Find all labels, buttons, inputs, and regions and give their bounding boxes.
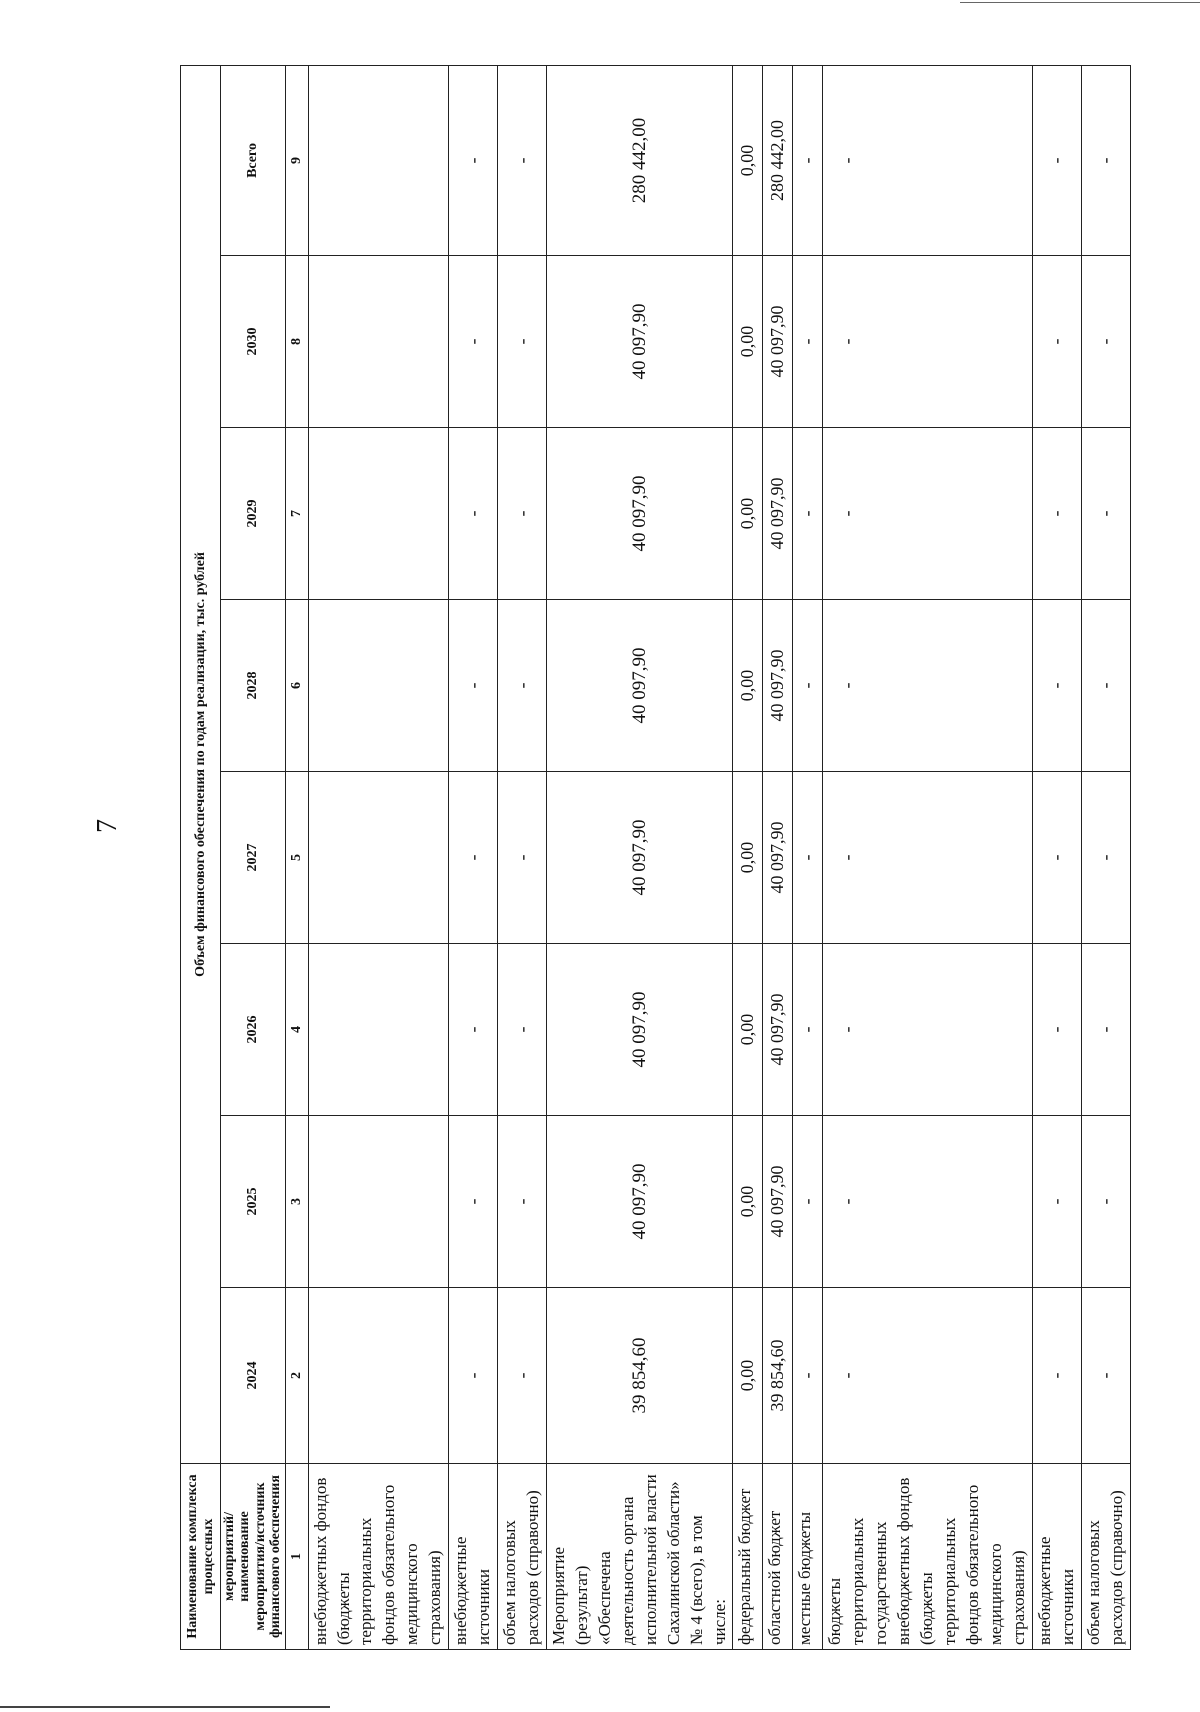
table-row <box>733 65 763 1649</box>
financing-table <box>180 65 1131 1650</box>
table-row <box>823 65 1032 1649</box>
value-cell <box>308 256 449 428</box>
table-row <box>449 65 498 1649</box>
value-cell: - <box>793 428 823 600</box>
row-label: объем налоговых расходов (справочно) <box>498 1464 547 1650</box>
value-cell: - <box>823 256 1032 428</box>
value-cell: 0,00 <box>733 1116 763 1288</box>
value-cell: 40 097,90 <box>763 944 793 1116</box>
table-row <box>763 65 793 1649</box>
value-cell: 0,00 <box>733 1288 763 1464</box>
value-cell: - <box>449 428 498 600</box>
value-cell: - <box>498 65 547 255</box>
column-number: 2 <box>285 1288 308 1464</box>
value-cell: - <box>1032 772 1081 944</box>
value-cell: 39 854,60 <box>763 1288 793 1464</box>
value-cell: - <box>498 772 547 944</box>
value-cell: 280 442,00 <box>546 65 733 255</box>
row-label: внебюджетных фондов (бюджеты территориальных фондов обязательного медицинского страхования) <box>308 1464 449 1650</box>
value-cell: 39 854,60 <box>546 1288 733 1464</box>
value-cell <box>308 600 449 772</box>
row-label: Мероприятие (результат) «Обеспечена деятельность органа исполнительной власти Сахалинской области» № 4 (всего), в том числе: <box>546 1464 733 1650</box>
header-year: 2027 <box>221 772 286 944</box>
row-label: объем налоговых расходов (справочно) <box>1081 1464 1130 1650</box>
value-cell: - <box>449 772 498 944</box>
value-cell: - <box>793 600 823 772</box>
table-row <box>308 65 449 1649</box>
value-cell: 40 097,90 <box>546 256 733 428</box>
value-cell: - <box>449 65 498 255</box>
value-cell: 40 097,90 <box>546 944 733 1116</box>
value-cell: 280 442,00 <box>763 65 793 255</box>
value-cell: - <box>823 428 1032 600</box>
value-cell: - <box>823 600 1032 772</box>
value-cell: 0,00 <box>733 256 763 428</box>
value-cell <box>308 1116 449 1288</box>
value-cell: - <box>1081 428 1130 600</box>
value-cell: 0,00 <box>733 772 763 944</box>
value-cell: - <box>793 256 823 428</box>
value-cell <box>308 65 449 255</box>
value-cell: 0,00 <box>733 600 763 772</box>
value-cell: - <box>1081 944 1130 1116</box>
value-cell: - <box>1032 600 1081 772</box>
value-cell: - <box>498 1288 547 1464</box>
column-number: 6 <box>285 600 308 772</box>
value-cell: - <box>1032 1288 1081 1464</box>
table-row <box>1081 65 1130 1649</box>
value-cell: - <box>1032 944 1081 1116</box>
value-cell <box>308 772 449 944</box>
rotated-table-container <box>180 66 1126 1650</box>
row-label: областной бюджет <box>763 1464 793 1650</box>
value-cell: - <box>449 944 498 1116</box>
value-cell: - <box>823 1116 1032 1288</box>
header-group: Объем финансового обеспечения по годам реализации, тыс. рублей <box>181 65 221 1463</box>
column-number: 9 <box>285 65 308 255</box>
value-cell: - <box>498 256 547 428</box>
value-cell: - <box>793 1116 823 1288</box>
column-number: 5 <box>285 772 308 944</box>
value-cell: - <box>449 256 498 428</box>
table-row <box>793 65 823 1649</box>
row-label: федеральный бюджет <box>733 1464 763 1650</box>
row-label: бюджеты территориальных государственных внебюджетных фондов (бюджеты территориальных фондов обязательного медицинского страхования) <box>823 1464 1032 1650</box>
value-cell: 0,00 <box>733 65 763 255</box>
value-cell: - <box>1081 65 1130 255</box>
column-number: 8 <box>285 256 308 428</box>
value-cell: 0,00 <box>733 944 763 1116</box>
value-cell: - <box>793 1288 823 1464</box>
value-cell <box>308 944 449 1116</box>
scan-edge-top <box>960 2 1200 3</box>
value-cell: - <box>823 65 1032 255</box>
value-cell: 40 097,90 <box>546 428 733 600</box>
value-cell: 40 097,90 <box>763 1116 793 1288</box>
value-cell: - <box>449 600 498 772</box>
value-cell: - <box>793 944 823 1116</box>
row-label: местные бюджеты <box>793 1464 823 1650</box>
value-cell: - <box>1081 772 1130 944</box>
value-cell: - <box>1032 428 1081 600</box>
value-cell <box>308 428 449 600</box>
value-cell <box>308 1288 449 1464</box>
value-cell: - <box>793 65 823 255</box>
value-cell: - <box>823 772 1032 944</box>
header-year: 2024 <box>221 1288 286 1464</box>
value-cell: - <box>1081 1116 1130 1288</box>
value-cell: - <box>1081 256 1130 428</box>
value-cell: - <box>449 1116 498 1288</box>
value-cell: 40 097,90 <box>763 600 793 772</box>
value-cell: 0,00 <box>733 428 763 600</box>
table-row <box>1032 65 1081 1649</box>
value-cell: - <box>823 1288 1032 1464</box>
column-number: 3 <box>285 1116 308 1288</box>
value-cell: - <box>498 1116 547 1288</box>
value-cell: - <box>1032 256 1081 428</box>
header-year: 2028 <box>221 600 286 772</box>
header-col1-top: Наименование комплекса процессных <box>181 1464 221 1650</box>
value-cell: - <box>498 944 547 1116</box>
value-cell: - <box>498 428 547 600</box>
value-cell: 40 097,90 <box>763 428 793 600</box>
header-total: Всего <box>221 65 286 255</box>
header-year: 2029 <box>221 428 286 600</box>
table-row <box>546 65 733 1649</box>
header-year: 2030 <box>221 256 286 428</box>
value-cell: - <box>1032 1116 1081 1288</box>
column-number: 7 <box>285 428 308 600</box>
value-cell: 40 097,90 <box>763 256 793 428</box>
value-cell: - <box>1081 600 1130 772</box>
column-number: 1 <box>285 1464 308 1650</box>
value-cell: - <box>823 944 1032 1116</box>
value-cell: 40 097,90 <box>546 1116 733 1288</box>
value-cell: 40 097,90 <box>546 772 733 944</box>
column-number: 4 <box>285 944 308 1116</box>
row-label: внебюджетные источники <box>449 1464 498 1650</box>
value-cell: 40 097,90 <box>546 600 733 772</box>
header-year: 2025 <box>221 1116 286 1288</box>
header-col1-bottom: мероприятий/наименование мероприятия/источник финансового обеспечения <box>221 1464 286 1650</box>
page-number: 7 <box>92 819 123 833</box>
value-cell: - <box>498 600 547 772</box>
scan-edge-bottom <box>0 1706 330 1708</box>
value-cell: - <box>1081 1288 1130 1464</box>
value-cell: - <box>449 1288 498 1464</box>
value-cell: - <box>793 772 823 944</box>
value-cell: - <box>1032 65 1081 255</box>
table-row <box>498 65 547 1649</box>
header-year: 2026 <box>221 944 286 1116</box>
value-cell: 40 097,90 <box>763 772 793 944</box>
row-label: внебюджетные источники <box>1032 1464 1081 1650</box>
